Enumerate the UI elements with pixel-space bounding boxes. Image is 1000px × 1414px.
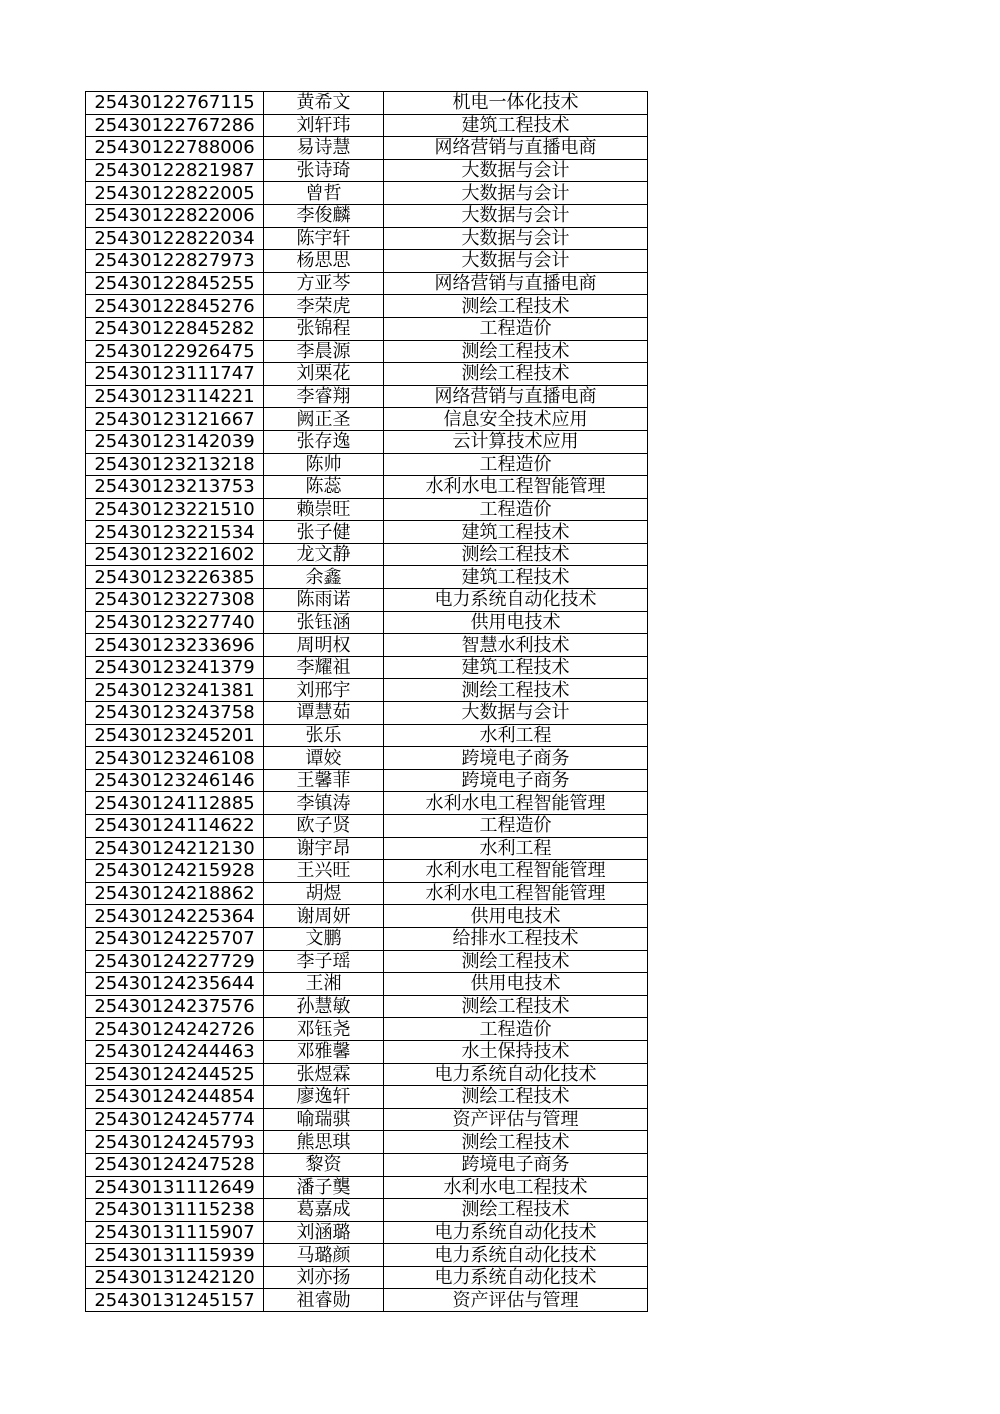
cell-exam-id: 25430122822006 xyxy=(86,204,264,227)
cell-major: 信息安全技术应用 xyxy=(384,408,648,431)
cell-exam-id: 25430122845282 xyxy=(86,317,264,340)
student-list-table xyxy=(85,91,648,1312)
cell-student-name: 孙慧敏 xyxy=(264,995,384,1018)
cell-student-name: 黄希文 xyxy=(264,92,384,115)
cell-exam-id: 25430124235644 xyxy=(86,973,264,996)
cell-exam-id: 25430122767286 xyxy=(86,114,264,137)
cell-major: 资产评估与管理 xyxy=(384,1108,648,1131)
cell-major: 建筑工程技术 xyxy=(384,656,648,679)
cell-major: 建筑工程技术 xyxy=(384,521,648,544)
table-row xyxy=(86,566,648,589)
cell-exam-id: 25430124245793 xyxy=(86,1131,264,1154)
table-row xyxy=(86,363,648,386)
table-row xyxy=(86,543,648,566)
table-row xyxy=(86,1153,648,1176)
cell-major: 电力系统自动化技术 xyxy=(384,1221,648,1244)
cell-student-name: 张存逸 xyxy=(264,430,384,453)
cell-exam-id: 25430123241379 xyxy=(86,656,264,679)
cell-exam-id: 25430131242120 xyxy=(86,1266,264,1289)
cell-major: 工程造价 xyxy=(384,498,648,521)
cell-student-name: 张锦程 xyxy=(264,317,384,340)
cell-student-name: 胡煜 xyxy=(264,882,384,905)
cell-exam-id: 25430124242726 xyxy=(86,1018,264,1041)
cell-major: 水利水电工程智能管理 xyxy=(384,792,648,815)
cell-student-name: 王兴旺 xyxy=(264,860,384,883)
table-row xyxy=(86,295,648,318)
table-row xyxy=(86,679,648,702)
cell-exam-id: 25430124245774 xyxy=(86,1108,264,1131)
table-row xyxy=(86,1063,648,1086)
cell-major: 水利水电工程智能管理 xyxy=(384,882,648,905)
table-row xyxy=(86,340,648,363)
table-row xyxy=(86,656,648,679)
table-row xyxy=(86,747,648,770)
table-row xyxy=(86,137,648,160)
cell-exam-id: 25430122822005 xyxy=(86,182,264,205)
cell-exam-id: 25430123111747 xyxy=(86,363,264,386)
cell-student-name: 谭姣 xyxy=(264,747,384,770)
cell-exam-id: 25430124112885 xyxy=(86,792,264,815)
cell-student-name: 张子健 xyxy=(264,521,384,544)
cell-major: 网络营销与直播电商 xyxy=(384,137,648,160)
cell-major: 测绘工程技术 xyxy=(384,340,648,363)
table-row xyxy=(86,702,648,725)
table-row xyxy=(86,860,648,883)
table-row xyxy=(86,1018,648,1041)
cell-student-name: 阙正圣 xyxy=(264,408,384,431)
cell-exam-id: 25430131115238 xyxy=(86,1199,264,1222)
cell-exam-id: 25430123142039 xyxy=(86,430,264,453)
cell-major: 水利水电工程智能管理 xyxy=(384,476,648,499)
table-row xyxy=(86,1176,648,1199)
cell-exam-id: 25430123227308 xyxy=(86,589,264,612)
cell-major: 大数据与会计 xyxy=(384,159,648,182)
cell-major: 智慧水利技术 xyxy=(384,634,648,657)
table-row xyxy=(86,950,648,973)
cell-exam-id: 25430123233696 xyxy=(86,634,264,657)
cell-student-name: 王馨菲 xyxy=(264,769,384,792)
cell-major: 大数据与会计 xyxy=(384,250,648,273)
cell-major: 跨境电子商务 xyxy=(384,1153,648,1176)
cell-major: 测绘工程技术 xyxy=(384,679,648,702)
table-row xyxy=(86,769,648,792)
table-body xyxy=(86,92,648,1312)
cell-exam-id: 25430122926475 xyxy=(86,340,264,363)
cell-student-name: 刘邢宇 xyxy=(264,679,384,702)
table-row xyxy=(86,724,648,747)
table-row xyxy=(86,521,648,544)
table-row xyxy=(86,589,648,612)
table-row xyxy=(86,182,648,205)
cell-major: 供用电技术 xyxy=(384,611,648,634)
cell-student-name: 龙文静 xyxy=(264,543,384,566)
cell-major: 测绘工程技术 xyxy=(384,950,648,973)
cell-exam-id: 25430124244854 xyxy=(86,1086,264,1109)
cell-exam-id: 25430122821987 xyxy=(86,159,264,182)
cell-student-name: 余鑫 xyxy=(264,566,384,589)
cell-major: 测绘工程技术 xyxy=(384,995,648,1018)
cell-student-name: 谭慧茹 xyxy=(264,702,384,725)
cell-student-name: 祖睿勋 xyxy=(264,1289,384,1312)
cell-student-name: 杨思思 xyxy=(264,250,384,273)
cell-exam-id: 25430124244525 xyxy=(86,1063,264,1086)
cell-exam-id: 25430123246146 xyxy=(86,769,264,792)
cell-student-name: 李耀祖 xyxy=(264,656,384,679)
cell-student-name: 刘亦扬 xyxy=(264,1266,384,1289)
cell-exam-id: 25430122788006 xyxy=(86,137,264,160)
table-row xyxy=(86,973,648,996)
table-row xyxy=(86,927,648,950)
cell-major: 测绘工程技术 xyxy=(384,543,648,566)
table-row xyxy=(86,837,648,860)
cell-major: 水利水电工程技术 xyxy=(384,1176,648,1199)
cell-major: 跨境电子商务 xyxy=(384,747,648,770)
table-row xyxy=(86,1244,648,1267)
cell-student-name: 马璐颜 xyxy=(264,1244,384,1267)
table-row xyxy=(86,159,648,182)
cell-exam-id: 25430123213218 xyxy=(86,453,264,476)
cell-student-name: 张乐 xyxy=(264,724,384,747)
cell-exam-id: 25430124225707 xyxy=(86,927,264,950)
cell-student-name: 王湘 xyxy=(264,973,384,996)
cell-student-name: 陈帅 xyxy=(264,453,384,476)
cell-exam-id: 25430123241381 xyxy=(86,679,264,702)
cell-major: 测绘工程技术 xyxy=(384,363,648,386)
cell-major: 跨境电子商务 xyxy=(384,769,648,792)
table-row xyxy=(86,250,648,273)
cell-student-name: 李晨源 xyxy=(264,340,384,363)
cell-major: 测绘工程技术 xyxy=(384,1199,648,1222)
cell-exam-id: 25430131112649 xyxy=(86,1176,264,1199)
cell-student-name: 张诗琦 xyxy=(264,159,384,182)
cell-major: 水利水电工程智能管理 xyxy=(384,860,648,883)
cell-major: 供用电技术 xyxy=(384,905,648,928)
table-row xyxy=(86,1086,648,1109)
cell-major: 网络营销与直播电商 xyxy=(384,272,648,295)
cell-student-name: 邓钰尧 xyxy=(264,1018,384,1041)
cell-student-name: 李睿翔 xyxy=(264,385,384,408)
cell-major: 网络营销与直播电商 xyxy=(384,385,648,408)
cell-major: 工程造价 xyxy=(384,317,648,340)
cell-major: 工程造价 xyxy=(384,1018,648,1041)
cell-major: 水利工程 xyxy=(384,724,648,747)
cell-major: 大数据与会计 xyxy=(384,702,648,725)
cell-student-name: 赖崇旺 xyxy=(264,498,384,521)
cell-student-name: 李镇涛 xyxy=(264,792,384,815)
cell-student-name: 李俊麟 xyxy=(264,204,384,227)
cell-exam-id: 25430131115907 xyxy=(86,1221,264,1244)
cell-major: 电力系统自动化技术 xyxy=(384,589,648,612)
table-row xyxy=(86,792,648,815)
table-row xyxy=(86,634,648,657)
table-row xyxy=(86,408,648,431)
table-row xyxy=(86,882,648,905)
cell-major: 给排水工程技术 xyxy=(384,927,648,950)
cell-major: 测绘工程技术 xyxy=(384,1086,648,1109)
cell-student-name: 李子瑶 xyxy=(264,950,384,973)
table-row xyxy=(86,995,648,1018)
cell-exam-id: 25430123243758 xyxy=(86,702,264,725)
cell-student-name: 陈宇轩 xyxy=(264,227,384,250)
cell-student-name: 谢宇昂 xyxy=(264,837,384,860)
cell-exam-id: 25430124218862 xyxy=(86,882,264,905)
cell-exam-id: 25430123114221 xyxy=(86,385,264,408)
table-row xyxy=(86,1221,648,1244)
table-row xyxy=(86,476,648,499)
cell-student-name: 刘轩玮 xyxy=(264,114,384,137)
cell-student-name: 周明权 xyxy=(264,634,384,657)
cell-student-name: 葛嘉成 xyxy=(264,1199,384,1222)
cell-major: 云计算技术应用 xyxy=(384,430,648,453)
table-row xyxy=(86,1131,648,1154)
cell-exam-id: 25430122845276 xyxy=(86,295,264,318)
table-row xyxy=(86,272,648,295)
cell-major: 电力系统自动化技术 xyxy=(384,1063,648,1086)
cell-exam-id: 25430124247528 xyxy=(86,1153,264,1176)
cell-student-name: 陈蕊 xyxy=(264,476,384,499)
cell-exam-id: 25430123245201 xyxy=(86,724,264,747)
cell-exam-id: 25430124114622 xyxy=(86,815,264,838)
cell-major: 供用电技术 xyxy=(384,973,648,996)
table-row xyxy=(86,114,648,137)
cell-major: 水利工程 xyxy=(384,837,648,860)
cell-major: 建筑工程技术 xyxy=(384,114,648,137)
cell-major: 机电一体化技术 xyxy=(384,92,648,115)
cell-exam-id: 25430124244463 xyxy=(86,1040,264,1063)
cell-major: 资产评估与管理 xyxy=(384,1289,648,1312)
cell-student-name: 文鹏 xyxy=(264,927,384,950)
cell-major: 建筑工程技术 xyxy=(384,566,648,589)
cell-exam-id: 25430123221510 xyxy=(86,498,264,521)
table-row xyxy=(86,204,648,227)
cell-exam-id: 25430131115939 xyxy=(86,1244,264,1267)
cell-exam-id: 25430123226385 xyxy=(86,566,264,589)
cell-exam-id: 25430131245157 xyxy=(86,1289,264,1312)
cell-student-name: 刘涵璐 xyxy=(264,1221,384,1244)
table-row xyxy=(86,1040,648,1063)
cell-major: 大数据与会计 xyxy=(384,182,648,205)
cell-exam-id: 25430124227729 xyxy=(86,950,264,973)
table-row xyxy=(86,905,648,928)
table-row xyxy=(86,1289,648,1312)
cell-major: 大数据与会计 xyxy=(384,204,648,227)
cell-student-name: 邓雅馨 xyxy=(264,1040,384,1063)
cell-exam-id: 25430124225364 xyxy=(86,905,264,928)
cell-student-name: 刘栗花 xyxy=(264,363,384,386)
table-row xyxy=(86,227,648,250)
cell-exam-id: 25430124215928 xyxy=(86,860,264,883)
cell-exam-id: 25430124212130 xyxy=(86,837,264,860)
cell-exam-id: 25430123213753 xyxy=(86,476,264,499)
cell-student-name: 潘子龑 xyxy=(264,1176,384,1199)
cell-student-name: 熊思琪 xyxy=(264,1131,384,1154)
cell-exam-id: 25430123221534 xyxy=(86,521,264,544)
table-row xyxy=(86,430,648,453)
cell-student-name: 张煜霖 xyxy=(264,1063,384,1086)
cell-major: 工程造价 xyxy=(384,815,648,838)
cell-major: 测绘工程技术 xyxy=(384,295,648,318)
cell-exam-id: 25430123227740 xyxy=(86,611,264,634)
table-row xyxy=(86,1266,648,1289)
table-row xyxy=(86,1199,648,1222)
cell-exam-id: 25430123246108 xyxy=(86,747,264,770)
table-row xyxy=(86,1108,648,1131)
cell-student-name: 欧子贤 xyxy=(264,815,384,838)
cell-exam-id: 25430122845255 xyxy=(86,272,264,295)
table-row xyxy=(86,453,648,476)
table-row xyxy=(86,317,648,340)
table-row xyxy=(86,611,648,634)
table-row xyxy=(86,385,648,408)
cell-exam-id: 25430122827973 xyxy=(86,250,264,273)
cell-student-name: 谢周妍 xyxy=(264,905,384,928)
table-row xyxy=(86,92,648,115)
cell-student-name: 黎资 xyxy=(264,1153,384,1176)
table-row xyxy=(86,498,648,521)
table-row xyxy=(86,815,648,838)
cell-student-name: 喻瑞骐 xyxy=(264,1108,384,1131)
cell-student-name: 张钰涵 xyxy=(264,611,384,634)
cell-student-name: 李荣虎 xyxy=(264,295,384,318)
cell-major: 大数据与会计 xyxy=(384,227,648,250)
cell-major: 电力系统自动化技术 xyxy=(384,1266,648,1289)
cell-major: 工程造价 xyxy=(384,453,648,476)
cell-major: 水土保持技术 xyxy=(384,1040,648,1063)
cell-student-name: 曾哲 xyxy=(264,182,384,205)
cell-exam-id: 25430122822034 xyxy=(86,227,264,250)
cell-major: 测绘工程技术 xyxy=(384,1131,648,1154)
cell-exam-id: 25430124237576 xyxy=(86,995,264,1018)
cell-student-name: 陈雨诺 xyxy=(264,589,384,612)
cell-student-name: 廖逸轩 xyxy=(264,1086,384,1109)
cell-exam-id: 25430123221602 xyxy=(86,543,264,566)
cell-student-name: 方亚芩 xyxy=(264,272,384,295)
cell-exam-id: 25430123121667 xyxy=(86,408,264,431)
cell-exam-id: 25430122767115 xyxy=(86,92,264,115)
cell-major: 电力系统自动化技术 xyxy=(384,1244,648,1267)
cell-student-name: 易诗慧 xyxy=(264,137,384,160)
